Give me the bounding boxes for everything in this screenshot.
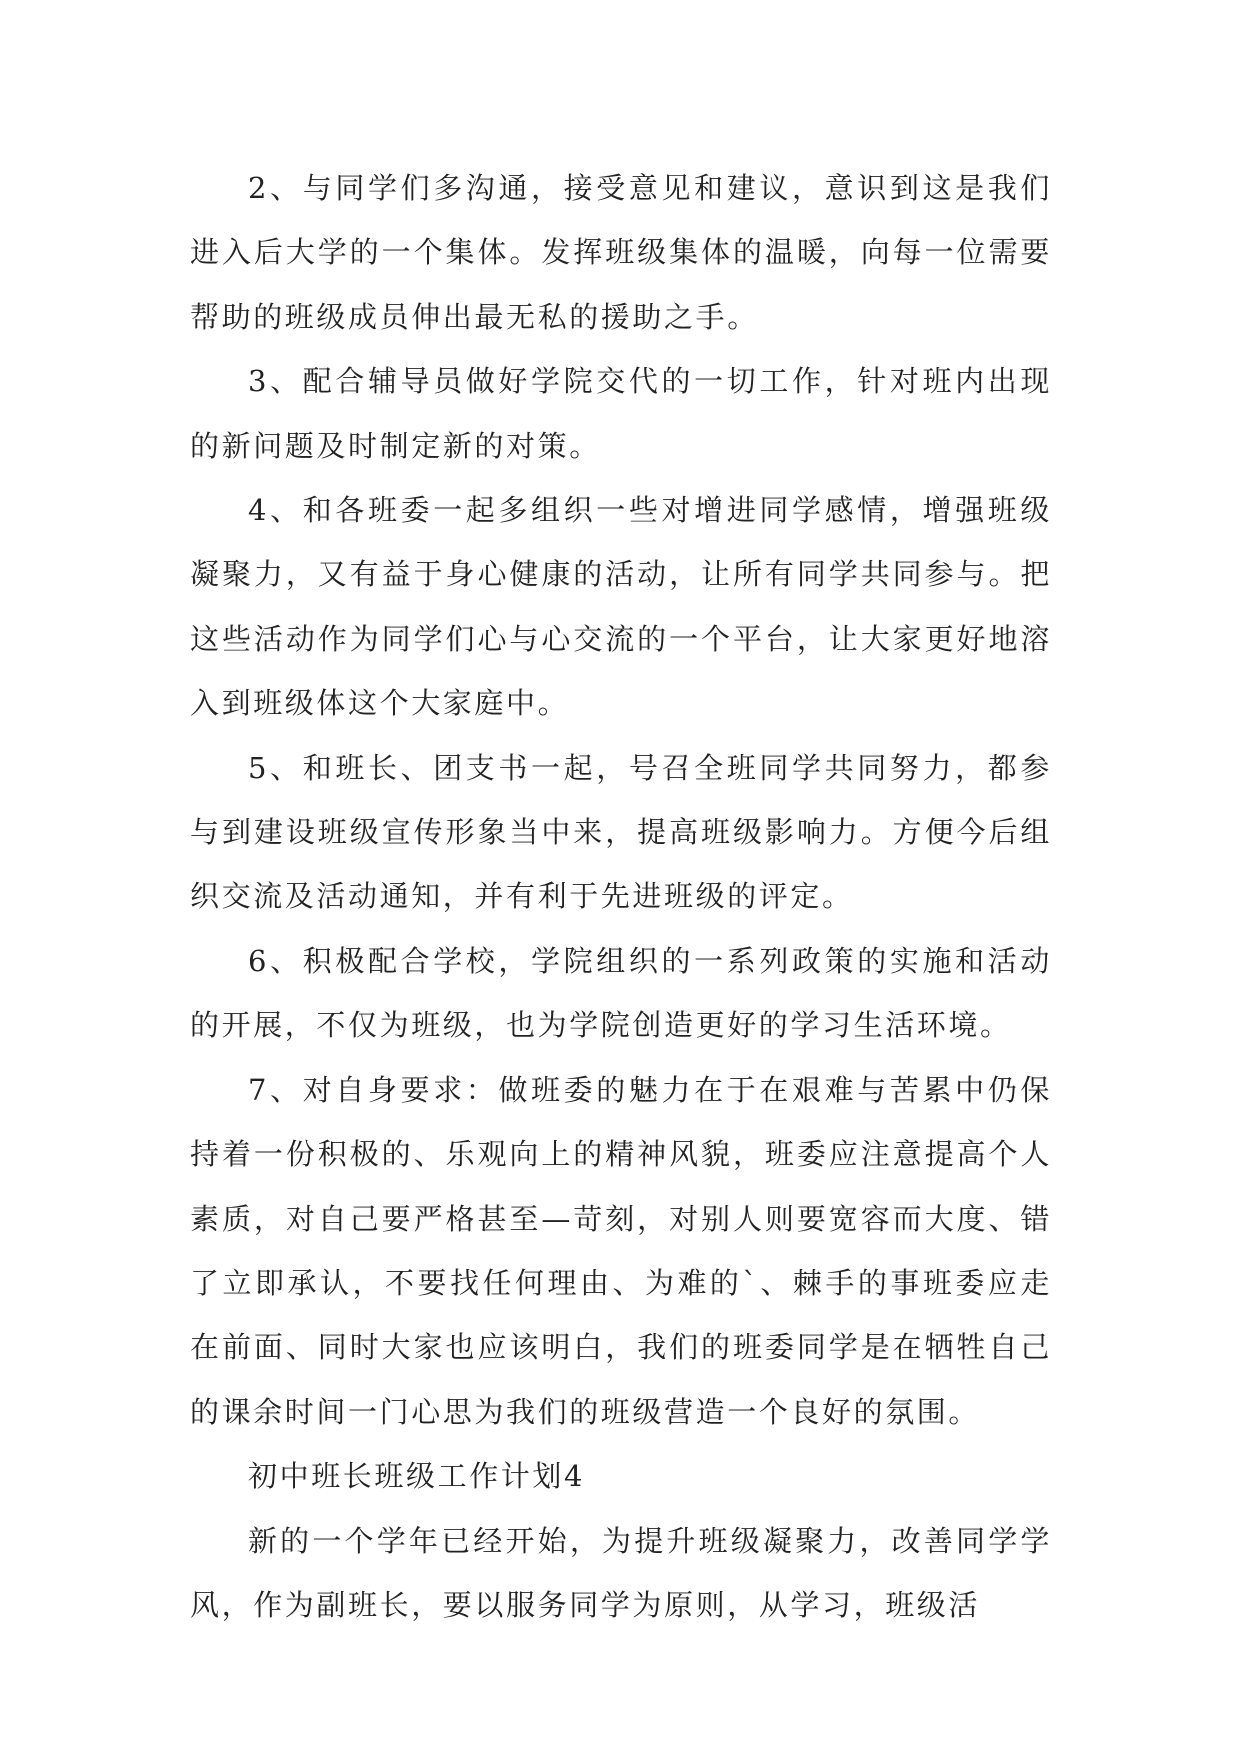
paragraph-item-2: 2、与同学们多沟通，接受意见和建议，意识到这是我们进入后大学的一个集体。发挥班级集体的温暖，向每一位需要帮助的班级成员伸出最无私的援助之手。 <box>190 171 1052 334</box>
section-intro-paragraph: 新的一个学年已经开始，为提升班级凝聚力，改善同学学风，作为副班长，要以服务同学为原则，从学习，班级活 <box>190 1523 1052 1622</box>
paragraph-item-4: 4、和各班委一起多组织一些对增进同学感情，增强班级凝聚力，又有益于身心健康的活动，让所有同学共同参与。把这些活动作为同学们心与心交流的一个平台，让大家更好地溶入到班级体这个大家庭中。 <box>190 493 1052 721</box>
section-heading: 初中班长班级工作计划4 <box>248 1459 586 1494</box>
paragraph-item-3: 3、配合辅导员做好学院交代的一切工作，针对班内出现的新问题及时制定新的对策。 <box>190 364 1052 463</box>
paragraph-item-5: 5、和班长、团支书一起，号召全班同学共同努力，都参与到建设班级宣传形象当中来，提高班级影响力。方便今后组织交流及活动通知，并有利于先进班级的评定。 <box>190 750 1052 914</box>
paragraph-item-7: 7、对自身要求：做班委的魅力在于在艰难与苦累中仍保持着一份积极的、乐观向上的精神风貌，班委应注意提高个人素质，对自己要严格甚至—苛刻，对别人则要宽容而大度、错了立即承认，不要找任何理由、为难的`、棘手的事班委应走在前面、同时大家也应该明白，我们的班委同学是在牺牲自己的课余时间一门心思为我们的班级营造一个良好的氛围。 <box>190 1072 1052 1429</box>
document-body <box>190 156 1052 1637</box>
paragraph-item-6: 6、积极配合学校，学院组织的一系列政策的实施和活动的开展，不仅为班级，也为学院创造更好的学习生活环境。 <box>190 943 1052 1043</box>
